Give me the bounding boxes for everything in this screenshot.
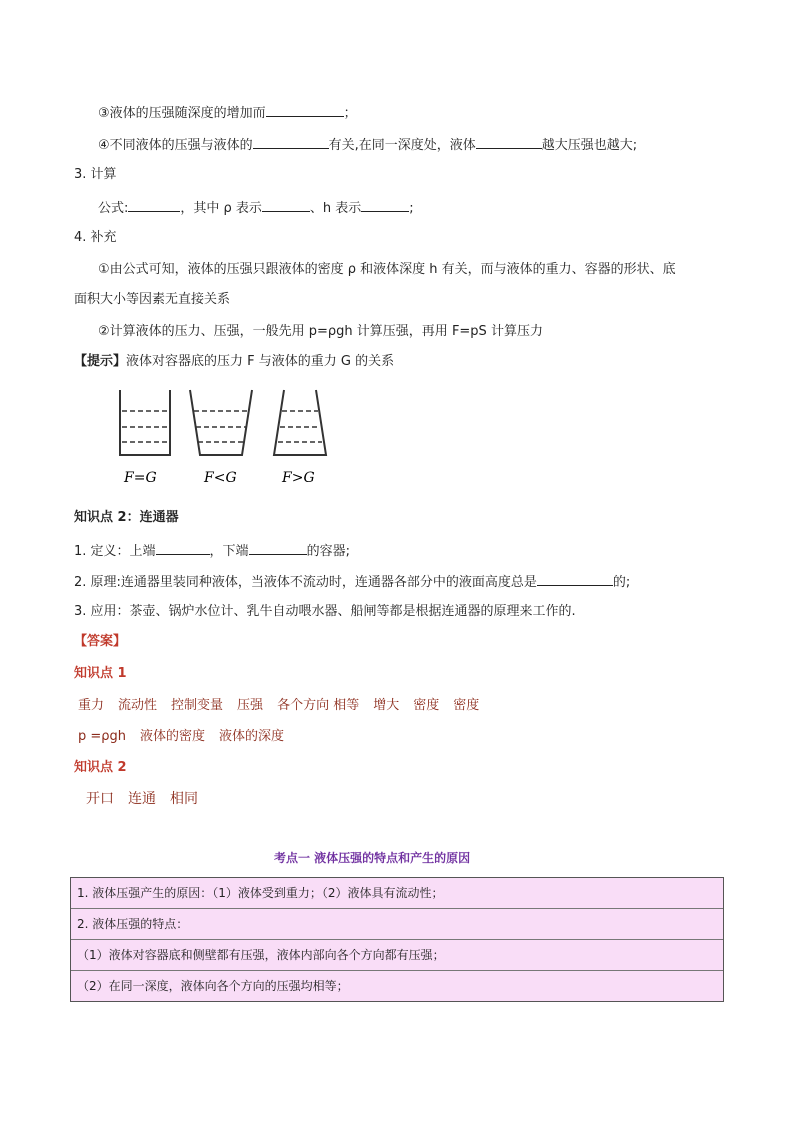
- blank-field[interactable]: [266, 102, 344, 117]
- tip-label: 【提示】: [74, 354, 127, 369]
- answer-kp2-title: 知识点 2: [74, 760, 127, 775]
- blank-field[interactable]: [361, 197, 409, 212]
- section-supplement: 4. 补充: [74, 230, 117, 245]
- label-f-less-g: F<G: [204, 470, 237, 486]
- kp2-title: 知识点 2：连通器: [74, 510, 179, 525]
- kp2-principle: 2. 原理:连通器里装同种液体，当液体不流动时，连通器各部分中的液面高度总是 的;: [74, 571, 630, 593]
- tip-line: 【提示】液体对容器底的压力 F 与液体的重力 G 的关系: [74, 354, 395, 369]
- container-straight: [120, 390, 170, 455]
- answer-kp1-row2: p =ρgh 液体的密度 液体的深度: [78, 729, 285, 744]
- summary-row: （1）液体对容器底和侧壁都有压强，液体内部向各个方向都有压强；: [71, 940, 723, 971]
- blank-field[interactable]: [476, 134, 542, 149]
- container-wide-top: [190, 390, 252, 455]
- label-f-equals-g: F=G: [124, 470, 157, 486]
- blank-field[interactable]: [156, 540, 210, 555]
- blank-field[interactable]: [249, 540, 307, 555]
- answer-kp1-row1: 重力 流动性 控制变量 压强 各个方向 相等 增大 密度 密度: [78, 698, 480, 713]
- blank-field[interactable]: [253, 134, 329, 149]
- container-figure: [112, 385, 330, 490]
- kp2-definition: 1. 定义：上端 ，下端 的容器;: [74, 540, 350, 562]
- supplement-1-cont: 面积大小等因素无直接关系: [74, 292, 231, 307]
- summary-box: [70, 877, 724, 1002]
- blank-field[interactable]: [128, 197, 180, 212]
- answer-kp2-row: 开口 连通 相同: [86, 791, 198, 807]
- item-3-line: ③液体的压强随深度的增加而 ；: [98, 102, 357, 124]
- formula-line: 公式: ，其中 ρ 表示 、h 表示 ;: [98, 197, 414, 219]
- answer-kp1-title: 知识点 1: [74, 666, 127, 681]
- supplement-1: ①由公式可知，液体的压强只跟液体的密度 ρ 和液体深度 h 有关，而与液体的重力、容器的形状、底: [98, 262, 676, 277]
- item-4-line: ④不同液体的压强与液体的 有关,在同一深度处，液体 越大压强也越大;: [98, 134, 637, 156]
- containers-diagram: [112, 385, 330, 490]
- answer-label: 【答案】: [74, 634, 127, 649]
- summary-row: （2）在同一深度，液体向各个方向的压强均相等；: [77, 979, 349, 993]
- blank-field[interactable]: [262, 197, 310, 212]
- summary-row: 2. 液体压强的特点：: [71, 909, 723, 940]
- kp2-application: 3. 应用：茶壶、锅炉水位计、乳牛自动喂水器、船闸等都是根据连通器的原理来工作的.: [74, 604, 576, 619]
- exam-point-heading: 考点一 液体压强的特点和产生的原因: [274, 851, 471, 865]
- supplement-2: ②计算液体的压力、压强，一般先用 p=ρgh 计算压强，再用 F=pS 计算压力: [98, 324, 543, 339]
- section-calc: 3. 计算: [74, 167, 117, 182]
- summary-row: 1. 液体压强产生的原因：（1）液体受到重力；（2）液体具有流动性；: [71, 878, 723, 909]
- label-f-greater-g: F>G: [282, 470, 315, 486]
- blank-field[interactable]: [537, 571, 613, 586]
- container-narrow-top: [274, 390, 326, 455]
- item-3-text: ③液体的压强随深度的增加而: [98, 106, 266, 121]
